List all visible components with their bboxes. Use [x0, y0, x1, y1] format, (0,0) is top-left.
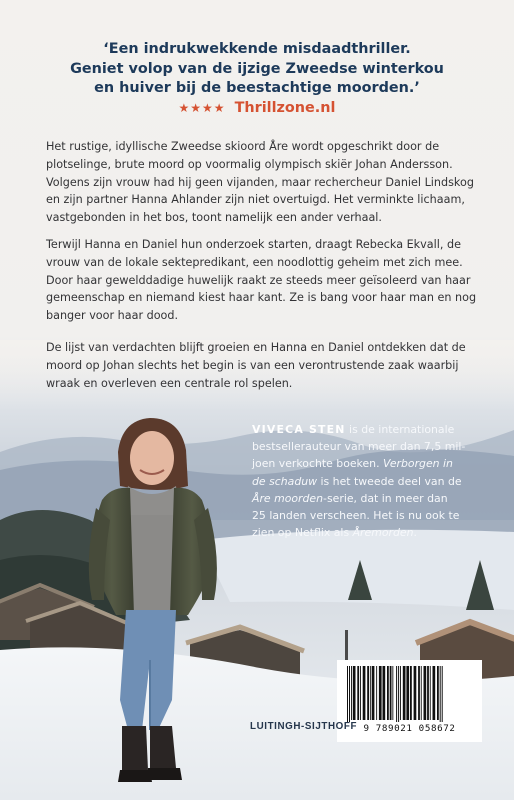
- book-title: de schaduw: [252, 474, 318, 488]
- barcode-bar: [424, 666, 427, 720]
- barcode-bar: [437, 666, 439, 720]
- barcode-bar: [383, 666, 386, 720]
- book-title: Verborgen in: [383, 457, 453, 471]
- netflix-title: Åremorden: [352, 526, 414, 540]
- barcode-bar: [398, 666, 399, 722]
- bio-text: bestsellerauteur van meer dan 7,5 mil-: [252, 440, 466, 454]
- barcode-bar: [421, 666, 422, 720]
- blurb-line: Het rustige, idyllische Zweedse skioord Åre wordt opgeschrikt door de: [46, 140, 440, 153]
- barcode-bar: [427, 666, 429, 720]
- blurb-line: Terwijl Hanna en Daniel hun onderzoek starten, draagt Rebecka Ekvall, de: [46, 238, 461, 251]
- barcode-bar: [442, 666, 443, 722]
- barcode-bar: [430, 666, 431, 720]
- blurb-line: moord op Johan slechts het begin is van een verontrustende zaak waarbij: [46, 358, 459, 372]
- blurb-line: plotselinge, brute moord op voormalig olympisch skiër Johan Andersson.: [46, 157, 453, 171]
- barcode-bar: [400, 666, 401, 720]
- barcode-bar: [357, 666, 359, 720]
- barcode-bar: [360, 666, 361, 720]
- isbn-number: 9 789021 058672: [363, 723, 456, 734]
- star-rating-icon: ★★★★: [178, 101, 226, 115]
- barcode-bar: [387, 666, 389, 720]
- barcode-bar: [379, 666, 382, 720]
- barcode-bar: [433, 666, 436, 720]
- publisher-logo: LUITINGH-SIJTHOFF: [250, 721, 358, 732]
- quote-line: en huiver bij de beestachtige moorden.’: [94, 80, 420, 96]
- author-name: VIVECA STEN: [252, 423, 346, 436]
- barcode-bar: [406, 666, 409, 720]
- barcode-bar: [367, 666, 369, 720]
- author-bio: [252, 421, 488, 541]
- blurb-paragraph-2: [46, 236, 486, 325]
- barcode-bar: [376, 666, 377, 720]
- bio-text: -serie, dat in meer dan: [323, 491, 448, 505]
- blurb-line: De lijst van verdachten blijft groeien en Hanna en Daniel ontdekken dat de: [46, 341, 466, 354]
- barcode-bar: [396, 666, 397, 722]
- barcode-bar: [440, 666, 441, 722]
- barcode-bar: [370, 666, 371, 720]
- series-name: Åre moorden: [252, 491, 324, 505]
- barcode-bar: [351, 666, 352, 720]
- blurb-line: vastgebonden in het bos, toont namelijk een ander verhaal.: [46, 211, 382, 225]
- bio-text: .: [413, 526, 417, 540]
- barcode-bar: [353, 666, 356, 720]
- blurb-line: wraak en overleven een centrale rol spelen.: [46, 376, 293, 390]
- barcode-bar: [392, 666, 393, 720]
- barcode: [337, 660, 482, 742]
- quote-line: ‘Een indrukwekkende misdaadthriller.: [103, 41, 411, 57]
- blurb-line: vrouw van de lokale sektepredikant, een noodlottig geheim met zich mee.: [46, 255, 463, 269]
- blurb-line: gemeenschap en niemand kiest haar kant. Ze is bang voor haar man en nog: [46, 291, 477, 305]
- blurb-line: Door haar gewelddadige huwelijk raakt ze steeds meer geïsoleerd van haar: [46, 273, 471, 287]
- barcode-bar: [418, 666, 420, 720]
- bio-text: 25 landen verscheen. Het is nu ook te: [252, 509, 460, 523]
- bio-text: zien op Netflix als: [252, 526, 353, 540]
- bio-text: joen verkochte boeken.: [252, 457, 384, 471]
- barcode-bars: [345, 666, 474, 722]
- barcode-bar: [414, 666, 417, 720]
- barcode-bar: [363, 666, 366, 720]
- blurb-line: banger voor haar dood.: [46, 309, 179, 323]
- blurb-line: en zijn partner Hanna Ahlander zijn niet overtuigd. Het verminkte lichaam,: [46, 193, 465, 207]
- review-source: Thrillzone.nl: [234, 100, 336, 116]
- blurb-paragraph-1: [46, 138, 486, 227]
- review-rating: [0, 100, 514, 116]
- blurb-paragraph-3: [46, 339, 486, 392]
- barcode-bar: [390, 666, 392, 720]
- barcode-bar: [410, 666, 412, 720]
- barcode-bar: [347, 666, 348, 722]
- review-quote: [0, 40, 514, 99]
- blurb-line: Volgens zijn vrouw had hij geen vijanden, maar rechercheur Daniel Lindskog: [46, 175, 474, 189]
- barcode-bar: [372, 666, 375, 720]
- barcode-bar: [403, 666, 406, 720]
- bio-text: is het tweede deel van de: [317, 474, 462, 488]
- barcode-bar: [349, 666, 350, 722]
- quote-line: Geniet volop van de ijzige Zweedse winterkou: [70, 60, 444, 77]
- bio-text: is de internationale: [345, 423, 455, 436]
